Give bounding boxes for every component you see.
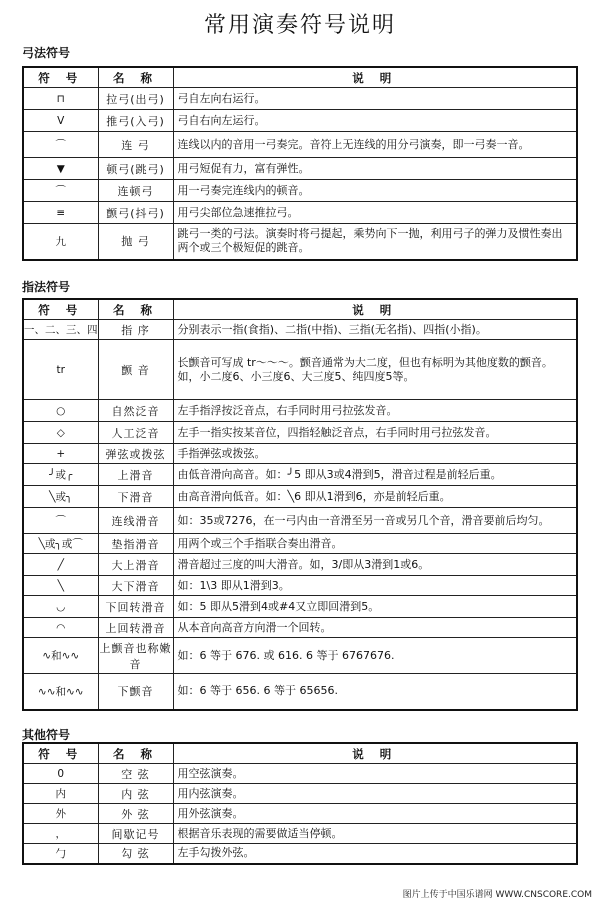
finger-row <box>23 400 577 422</box>
other-table <box>22 742 578 865</box>
other-row <box>23 844 577 864</box>
desc-cell: 从本音向高音方向滑一个回转。 <box>173 618 577 638</box>
desc-cell: 左手勾拨外弦。 <box>173 844 577 864</box>
finger-row <box>23 422 577 444</box>
page-title: 常用演奏符号说明 <box>203 13 396 38</box>
finger-row <box>23 534 577 554</box>
bow-row <box>23 158 577 180</box>
symbol-cell: + <box>23 444 98 464</box>
name-cell: 上颤音也称嫩音 <box>98 638 173 674</box>
desc-cell: 连线以内的音用一弓奏完。音符上无连线的用分弓演奏，即一弓奏一音。 <box>173 132 577 158</box>
name-cell: 间歇记号 <box>98 824 173 844</box>
bow-row <box>23 224 577 260</box>
finger-row <box>23 674 577 710</box>
col-header-name: 名 称 <box>98 67 173 88</box>
name-cell: 指 序 <box>98 320 173 340</box>
name-cell: 连线滑音 <box>98 508 173 534</box>
symbol-cell: 勹 <box>23 844 98 864</box>
symbol-cell: ╲或╮ <box>23 486 98 508</box>
desc-cell: 用弓尖部位急速推拉弓。 <box>173 202 577 224</box>
name-cell: 垫指滑音 <box>98 534 173 554</box>
bow-row <box>23 110 577 132</box>
footer-watermark: 图片上传于中国乐谱网 WWW.CNSCORE.COM <box>402 890 592 900</box>
name-cell: 大上滑音 <box>98 554 173 576</box>
finger-row <box>23 444 577 464</box>
bow-row <box>23 88 577 110</box>
finger-row <box>23 618 577 638</box>
other-row <box>23 804 577 824</box>
symbol-cell: ▼ <box>23 158 98 180</box>
desc-cell: 如：6 等于 656. 6 等于 65656. <box>173 674 577 710</box>
symbol-cell: 0 <box>23 764 98 784</box>
desc-cell: 如：6 等于 676. 或 616. 6 等于 6767676. <box>173 638 577 674</box>
name-cell: 连 弓 <box>98 132 173 158</box>
col-header-desc: 说 明 <box>173 299 577 320</box>
desc-cell: 如：5 即从5滑到4或#4又立即回滑到5。 <box>173 596 577 618</box>
name-cell: 推弓(入弓) <box>98 110 173 132</box>
desc-cell: 左手一指实按某音位，四指轻触泛音点，右手同时用弓拉弦发音。 <box>173 422 577 444</box>
symbol-cell: ◇ <box>23 422 98 444</box>
name-cell: 下回转滑音 <box>98 596 173 618</box>
col-header-symbol: 符 号 <box>23 743 98 764</box>
symbol-cell: ╱ <box>23 554 98 576</box>
desc-cell: 如：35或7276，在一弓内由一音滑至另一音或另几个音，滑音要前后均匀。 <box>173 508 577 534</box>
symbol-cell: ╲或╮或⌒ <box>23 534 98 554</box>
symbol-cell: ∿和∿∿ <box>23 638 98 674</box>
symbol-cell: ○ <box>23 400 98 422</box>
desc-cell: 长颤音可写成 tr～～～。颤音通常为大二度，但也有标明为其他度数的颤音。如，小二度6、小三度6、大三度5、纯四度5等。 <box>173 340 577 400</box>
symbol-cell: 九 <box>23 224 98 260</box>
desc-cell: 用两个或三个手指联合奏出滑音。 <box>173 534 577 554</box>
name-cell: 抛 弓 <box>98 224 173 260</box>
other-section-heading: 其他符号 <box>22 728 71 742</box>
name-cell: 下颤音 <box>98 674 173 710</box>
other-row <box>23 824 577 844</box>
symbol-cell: ⌒ <box>23 180 98 202</box>
symbol-cell: 外 <box>23 804 98 824</box>
bow-section-heading: 弓法符号 <box>22 46 71 60</box>
desc-cell: 弓自左向右运行。 <box>173 88 577 110</box>
finger-row <box>23 596 577 618</box>
symbol-cell: ⌒ <box>23 508 98 534</box>
symbol-cell: ⊓ <box>23 88 98 110</box>
finger-row <box>23 486 577 508</box>
other-row <box>23 784 577 804</box>
name-cell: 弹弦或拨弦 <box>98 444 173 464</box>
symbol-cell: ， <box>23 824 98 844</box>
finger-row <box>23 320 577 340</box>
col-header-desc: 说 明 <box>173 67 577 88</box>
symbol-cell: ╲ <box>23 576 98 596</box>
col-header-desc: 说 明 <box>173 743 577 764</box>
bow-row <box>23 202 577 224</box>
finger-row <box>23 464 577 486</box>
col-header-symbol: 符 号 <box>23 67 98 88</box>
bow-row <box>23 132 577 158</box>
symbol-cell: V <box>23 110 98 132</box>
desc-cell: 由低音滑向高音。如：╯5 即从3或4滑到5，滑音过程是前轻后重。 <box>173 464 577 486</box>
finger-row <box>23 576 577 596</box>
desc-cell: 跳弓一类的弓法。演奏时将弓提起，乘势向下一抛，利用弓子的弹力及惯性奏出两个或三个极短促的跳音。 <box>173 224 577 260</box>
name-cell: 大下滑音 <box>98 576 173 596</box>
symbol-cell: ≡ <box>23 202 98 224</box>
symbol-cell: 内 <box>23 784 98 804</box>
desc-cell: 用弓短促有力，富有弹性。 <box>173 158 577 180</box>
desc-cell: 用内弦演奏。 <box>173 784 577 804</box>
name-cell: 外 弦 <box>98 804 173 824</box>
name-cell: 下滑音 <box>98 486 173 508</box>
name-cell: 勾 弦 <box>98 844 173 864</box>
finger-row <box>23 638 577 674</box>
desc-cell: 手指弹弦或拨弦。 <box>173 444 577 464</box>
desc-cell: 如：1\3 即从1滑到3。 <box>173 576 577 596</box>
symbol-cell: ⌒ <box>23 132 98 158</box>
symbol-cell: ◠ <box>23 618 98 638</box>
name-cell: 顿弓(跳弓) <box>98 158 173 180</box>
name-cell: 颤 音 <box>98 340 173 400</box>
finger-row <box>23 508 577 534</box>
name-cell: 人工泛音 <box>98 422 173 444</box>
bow-table <box>22 66 578 261</box>
desc-cell: 左手指浮按泛音点，右手同时用弓拉弦发音。 <box>173 400 577 422</box>
name-cell: 颤弓(抖弓) <box>98 202 173 224</box>
desc-cell: 用空弦演奏。 <box>173 764 577 784</box>
symbol-cell: ╯或╭ <box>23 464 98 486</box>
name-cell: 上滑音 <box>98 464 173 486</box>
desc-cell: 滑音超过三度的叫大滑音。如，3/即从3滑到1或6。 <box>173 554 577 576</box>
bow-row <box>23 180 577 202</box>
name-cell: 连顿弓 <box>98 180 173 202</box>
col-header-name: 名 称 <box>98 299 173 320</box>
symbol-cell: 一、二、三、四 <box>23 320 98 340</box>
finger-table <box>22 298 578 711</box>
symbol-cell: tr <box>23 340 98 400</box>
name-cell: 自然泛音 <box>98 400 173 422</box>
finger-row <box>23 340 577 400</box>
col-header-symbol: 符 号 <box>23 299 98 320</box>
other-row <box>23 764 577 784</box>
desc-cell: 用一弓奏完连线内的顿音。 <box>173 180 577 202</box>
desc-cell: 分别表示一指(食指)、二指(中指)、三指(无名指)、四指(小指)。 <box>173 320 577 340</box>
desc-cell: 根据音乐表现的需要做适当停顿。 <box>173 824 577 844</box>
desc-cell: 由高音滑向低音。如：╲6 即从1滑到6，亦是前轻后重。 <box>173 486 577 508</box>
symbol-cell: ◡ <box>23 596 98 618</box>
col-header-name: 名 称 <box>98 743 173 764</box>
desc-cell: 弓自右向左运行。 <box>173 110 577 132</box>
desc-cell: 用外弦演奏。 <box>173 804 577 824</box>
name-cell: 内 弦 <box>98 784 173 804</box>
name-cell: 空 弦 <box>98 764 173 784</box>
finger-row <box>23 554 577 576</box>
finger-section-heading: 指法符号 <box>22 280 71 294</box>
name-cell: 上回转滑音 <box>98 618 173 638</box>
name-cell: 拉弓(出弓) <box>98 88 173 110</box>
symbol-cell: ∿∿和∿∿ <box>23 674 98 710</box>
